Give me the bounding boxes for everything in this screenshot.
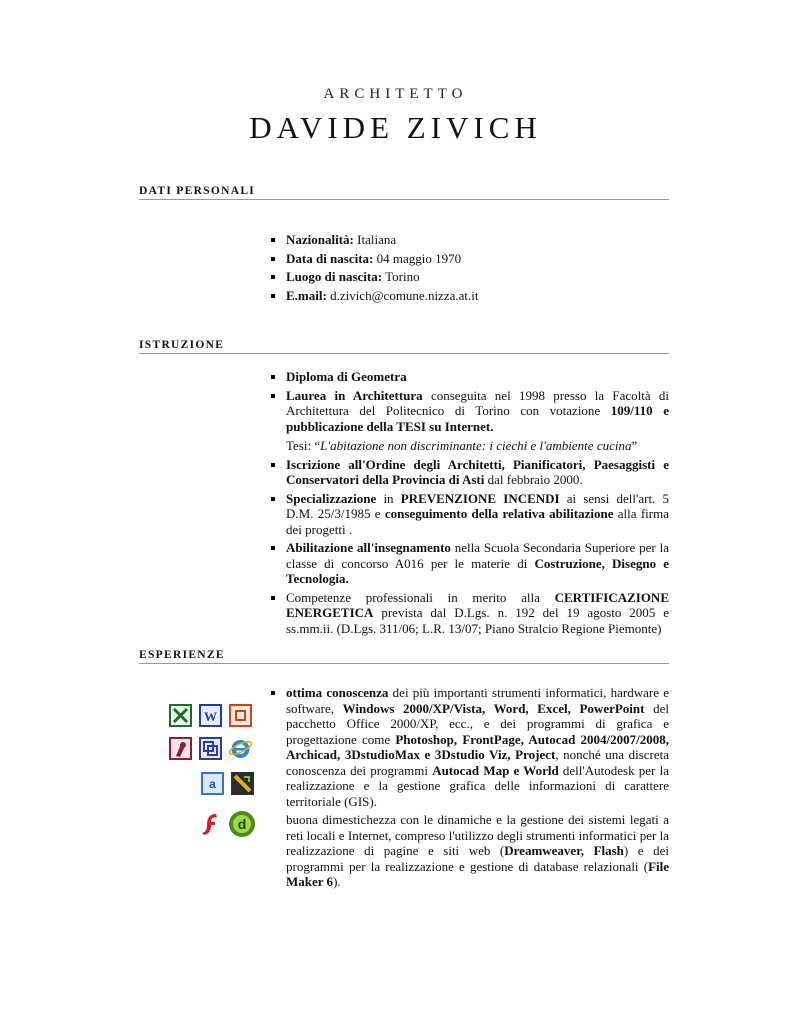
access-icon — [168, 736, 193, 761]
personal-list — [271, 232, 669, 306]
bullet-icon — [271, 691, 275, 695]
personal-item: E.mail: d.zivich@comune.nizza.at.it — [271, 288, 669, 304]
3dstudio-icon — [230, 771, 255, 796]
personal-item: Luogo di nascita: Torino — [271, 269, 669, 285]
education-item: Laurea in Architettura conseguita nel 1998 presso la Facoltà di Architettura del Politecnico di Torino con votazione 109/110 e pubblicazione della TESI su Internet. Tesi: “L'abitazione non discriminante: i ciechi e l'ambiente cucina” — [271, 388, 669, 454]
education-item: Specializzazione in PREVENZIONE INCENDI ai sensi dell'art. 5 D.M. 25/3/1985 e conseguimento della relativa abilitazione alla firma dei progetti . — [271, 491, 669, 538]
excel-icon — [168, 703, 193, 728]
education-list — [271, 369, 669, 639]
frontpage-icon — [198, 736, 223, 761]
education-item: Diploma di Geometra — [271, 369, 669, 385]
bullet-icon — [271, 546, 275, 550]
experience-paragraph: buona dimestichezza con le dinamiche e la gestione dei sistemi legati a reti locali e Internet, compreso l'utilizzo degli strumenti informatici per la realizzazione di pagine e siti web (Dreamweaver, Flash) e dei programmi per la realizzazione e gestione di database relazionali (File Maker 6). — [286, 812, 669, 889]
bullet-icon — [271, 394, 275, 398]
powerpoint-icon — [228, 703, 253, 728]
bullet-icon — [271, 275, 275, 279]
flash-icon — [198, 811, 223, 836]
education-item: Iscrizione all'Ordine degli Architetti, Pianificatori, Paesaggisti e Conservatori della Provincia di Asti dal febbraio 2000. — [271, 457, 669, 488]
autocad-icon — [200, 771, 225, 796]
bullet-icon — [271, 238, 275, 242]
section-heading-education: ISTRUZIONE — [139, 338, 669, 354]
personal-item: Data di nascita: 04 maggio 1970 — [271, 251, 669, 267]
experience-item: ottima conoscenza dei più importanti strumenti informatici, hardware e software, Windows 2000/XP/Vista, Word, Excel, PowerPoint del pacchetto Office 2000/XP, ecc., e dei programmi di grafica e progettazione come Photoshop, FrontPage, Autocad 2004/2007/2008, Archicad, 3DstudioMax e 3Dstudio Viz, Project, nonché una discreta conoscenza dei programmi Autocad Map e World dell'Autodesk per la realizzazione e la gestione grafica delle informazioni di carattere territoriale (GIS). buona dimestichezza con le dinamiche e la gestione dei sistemi legati a reti locali e Internet, compreso l'utilizzo degli strumenti informatici per la realizzazione di pagine e siti web (Dreamweaver, Flash) e dei programmi per la realizzazione e gestione di database relazionali (File Maker 6). — [271, 685, 669, 890]
experience-list — [271, 685, 669, 893]
email-link[interactable]: d.zivich@comune.nizza.at.it — [326, 287, 479, 303]
svg-text:a: a — [209, 777, 216, 791]
personal-item: Nazionalità: Italiana — [271, 232, 669, 248]
bullet-icon — [271, 463, 275, 467]
bullet-icon — [271, 596, 275, 600]
section-heading-personal: DATI PERSONALI — [139, 184, 669, 200]
word-icon — [198, 703, 223, 728]
svg-text:W: W — [204, 709, 217, 724]
education-item: Abilitazione all'insegnamento nella Scuola Secondaria Superiore per la classe di concorso A016 per le materie di Costruzione, Disegno e Tecnologia. — [271, 540, 669, 587]
education-item: Competenze professionali in merito alla CERTIFICAZIONE ENERGETICA prevista dal D.Lgs. n. 192 del 19 agosto 2005 e ss.mm.ii. (D.Lgs. 311/06; L.R. 13/07; Piano Stralcio Regione Piemonte) — [271, 590, 669, 637]
software-icons — [168, 703, 258, 843]
section-heading-experience: ESPERIENZE — [139, 648, 669, 664]
bullet-icon — [271, 294, 275, 298]
bullet-icon — [271, 497, 275, 501]
header-subtitle: ARCHITETTO — [323, 86, 468, 102]
bullet-icon — [271, 375, 275, 379]
header-name: DAVIDE ZIVICH — [249, 110, 542, 145]
internet-explorer-icon — [228, 736, 253, 761]
svg-text:d: d — [237, 816, 247, 832]
dreamweaver-icon — [228, 810, 256, 838]
bullet-icon — [271, 257, 275, 261]
thesis-line: Tesi: “L'abitazione non discriminante: i ciechi e l'ambiente cucina” — [286, 438, 638, 453]
